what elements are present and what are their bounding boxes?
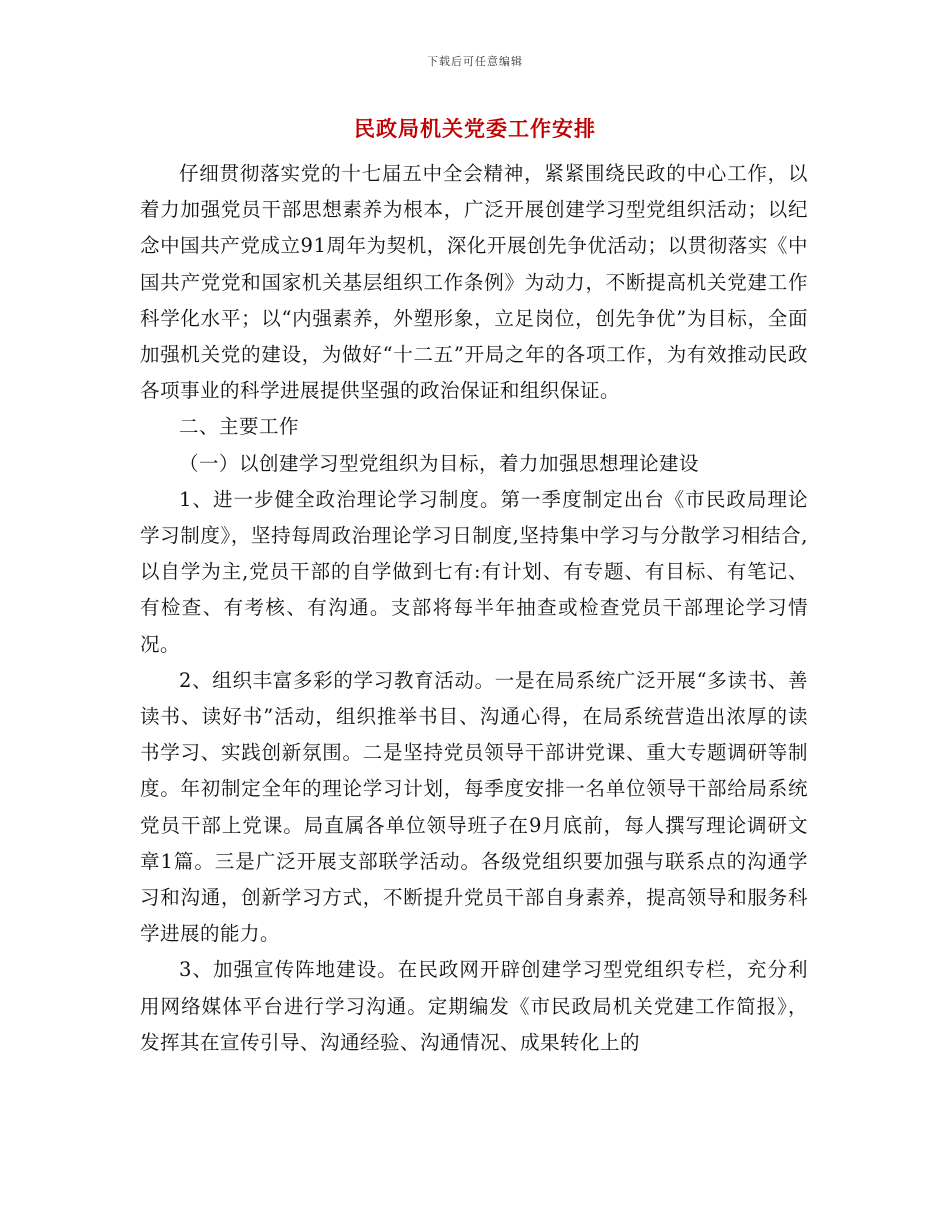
paragraph-item-3: 3、加强宣传阵地建设。在民政网开辟创建学习型党组织专栏，充分利用网络媒体平台进行学习沟通。定期编发《市民政局机关党建工作简报》，发挥其在宣传引导、沟通经验、沟通情况、成果转化上的 — [140, 958, 808, 1054]
header-note: 下载后可任意编辑 — [427, 55, 523, 68]
paragraph-item-2: 2、组织丰富多彩的学习教育活动。一是在局系统广泛开展“多读书、善读书、读好书”活动，组织推举书目、沟通心得，在局系统营造出浓厚的读书学习、实践创新氛围。二是坚持党员领导干部讲党课、重大专题调研等制度。年初制定全年的理论学习计划，每季度安排一名单位领导干部给局系统党员干部上党课。局直属各单位领导班子在9月底前，每人撰写理论调研文章1篇。三是广泛开展支部联学活动。各级党组织要加强与联系点的沟通学习和沟通，创新学习方式，不断提升党员干部自身素养，提高领导和服务科学进展的能力。 — [140, 668, 808, 946]
subsection-heading-1: （一）以创建学习型党组织为目标，着力加强思想理论建设 — [179, 451, 700, 475]
document-body — [140, 156, 808, 1061]
paragraph-item-1: 1、进一步健全政治理论学习制度。第一季度制定出台《市民政局理论学习制度》，坚持每周政治理论学习日制度,坚持集中学习与分散学习相结合,以自学为主,党员干部的自学做到七有:有计划、有专题、有目标、有笔记、有检查、有考核、有沟通。支部将每半年抽查或检查党员干部理论学习情况。 — [140, 487, 808, 656]
section-heading-main-work: 二、主要工作 — [179, 415, 300, 439]
paragraph-intro: 仔细贯彻落实党的十七届五中全会精神，紧紧围绕民政的中心工作，以着力加强党员干部思想素养为根本，广泛开展创建学习型党组织活动；以纪念中国共产党成立91周年为契机，深化开展创先争优活动；以贯彻落实《中国共产党党和国家机关基层组织工作条例》为动力，不断提高机关党建工作科学化水平；以“内强素养，外塑形象，立足岗位，创先争优”为目标，全面加强机关党的建设，为做好“十二五”开局之年的各项工作，为有效推动民政各项事业的科学进展提供坚强的政治保证和组织保证。 — [140, 162, 808, 403]
document-title: 民政局机关党委工作安排 — [354, 116, 596, 141]
